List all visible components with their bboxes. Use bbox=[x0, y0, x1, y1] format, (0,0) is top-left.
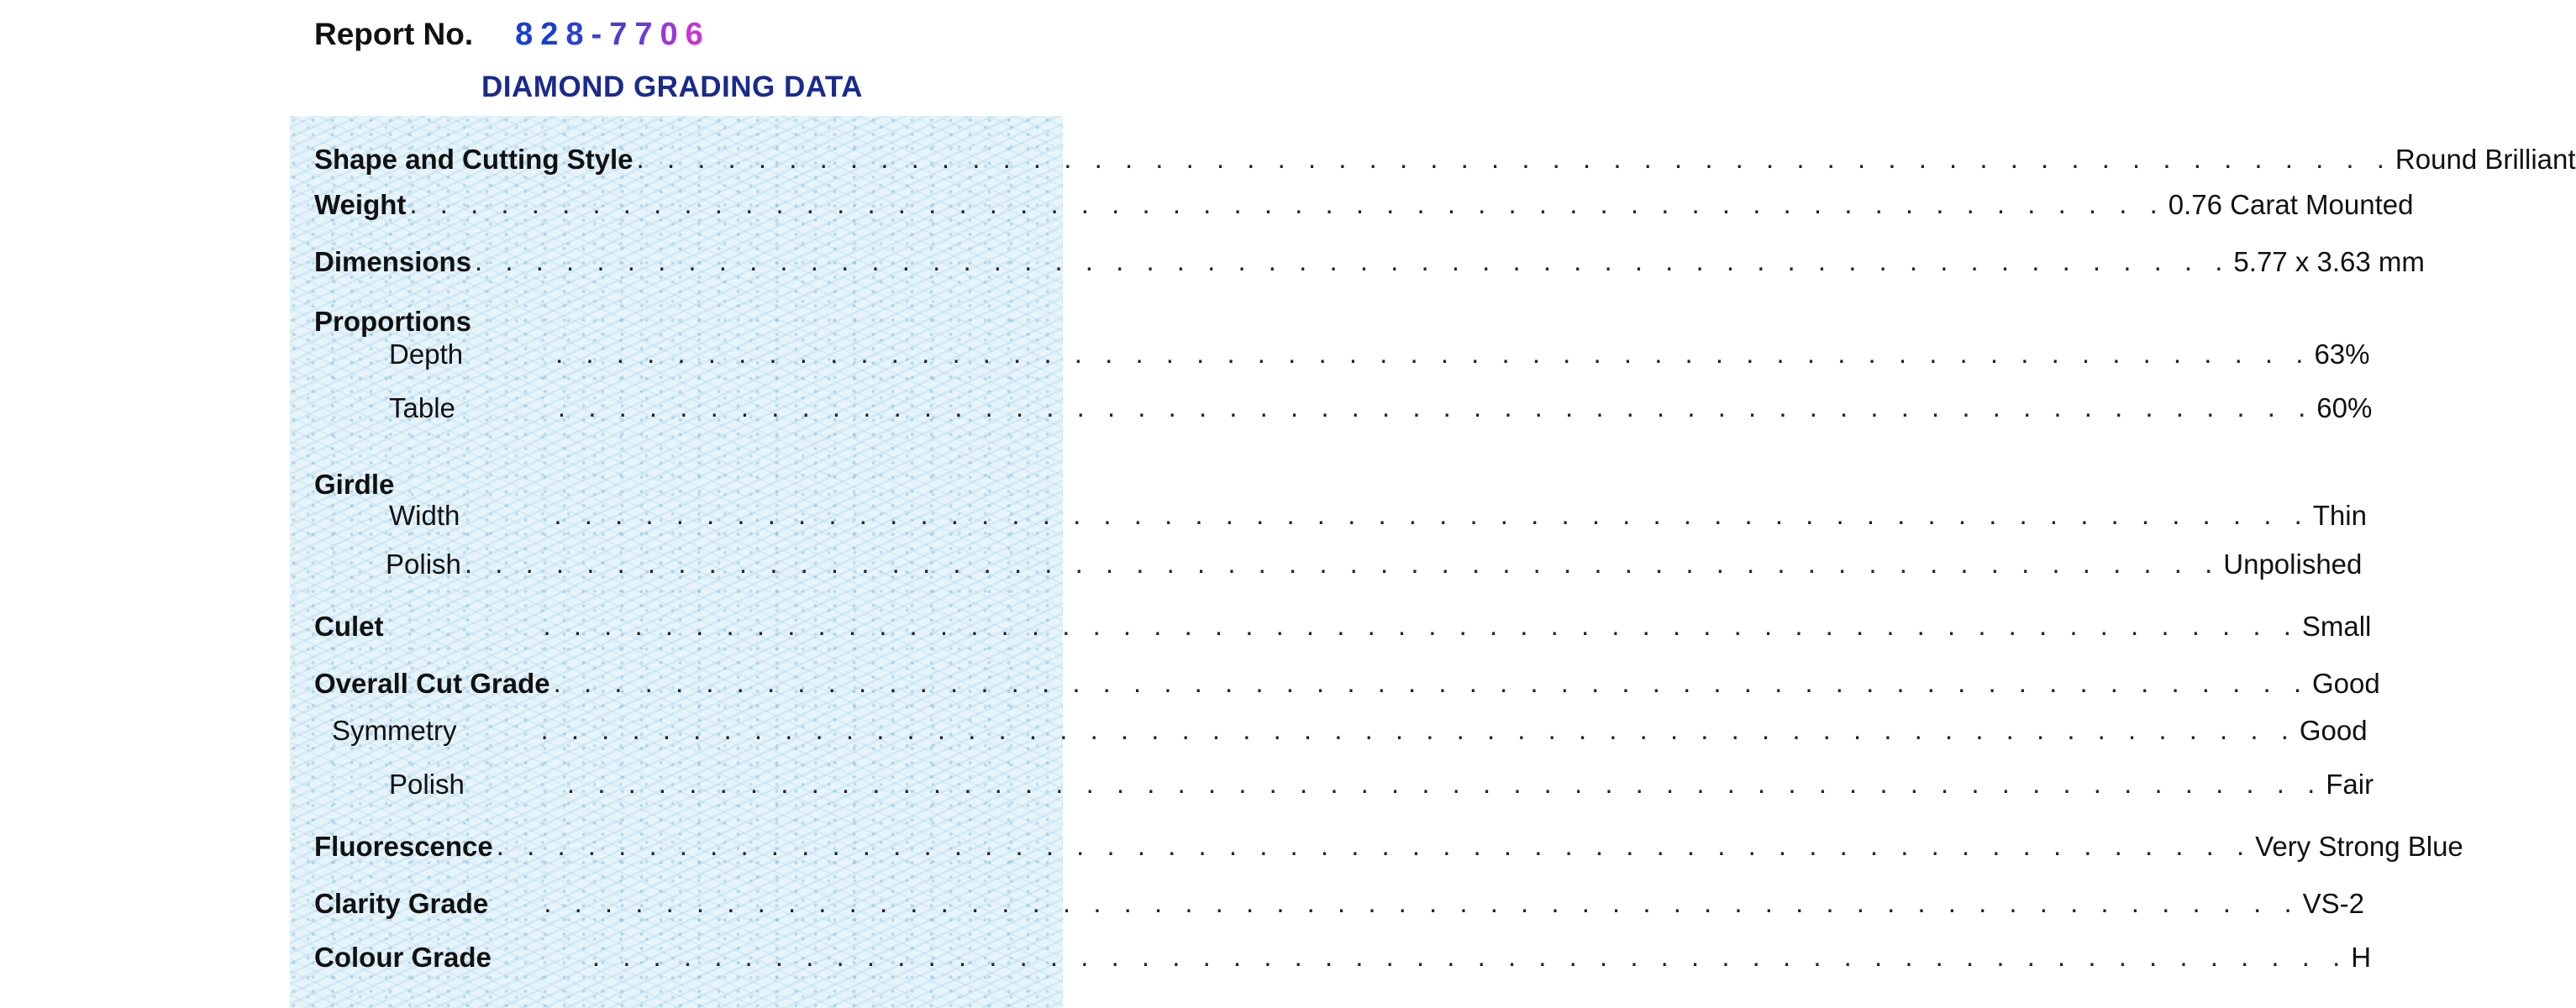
dot-leader: . . . . . . . . . . . . . . . . . . . . . . . . . . . . . . . . . . . . . . . . . . . . . . . . . . . . . . . . . . bbox=[557, 391, 2314, 423]
report-number-digit: 7 bbox=[609, 17, 635, 52]
dot-leader: . . . . . . . . . . . . . . . . . . . . . . . . . . . . . . . . . . . . . . . . . . . . . . . . . . . . . . . . . . bbox=[475, 245, 2231, 276]
dot-leader: . . . . . . . . . . . . . . . . . . . . . . . . . . . . . . . . . . . . . . . . . . . . . . . . . . . . . . . . . . bbox=[636, 143, 2392, 174]
row-label: Colour Grade bbox=[314, 942, 492, 973]
report-number-digit: 7 bbox=[634, 17, 660, 52]
dot-leader: . . . . . . . . . . . . . . . . . . . . . . . . . . . . . . . . . . . . . . . . . . . . . . . . . . . . . . . . . . bbox=[464, 548, 2221, 579]
row-value: Thin bbox=[2312, 500, 2367, 531]
row-value: 5.77 x 3.63 mm bbox=[2233, 246, 2425, 277]
row-label: Dimensions bbox=[314, 246, 472, 277]
grading-row-shape bbox=[314, 136, 2576, 175]
report-number-label: Report No. bbox=[314, 17, 474, 51]
grading-row-clarity bbox=[314, 880, 2364, 919]
girdle-heading: Girdle bbox=[314, 469, 395, 500]
row-value: Fair bbox=[2326, 769, 2374, 800]
grading-row-culet bbox=[314, 603, 2372, 642]
row-value: Good bbox=[2311, 668, 2380, 699]
dot-leader: . . . . . . . . . . . . . . . . . . . . . . . . . . . . . . . . . . . . . . . . . . . . . . . . . . . . . . . . . . bbox=[555, 338, 2311, 369]
grading-row-fluorescence bbox=[314, 823, 2463, 862]
report-number-digit: 6 bbox=[685, 17, 711, 52]
dot-leader: . . . . . . . . . . . . . . . . . . . . . . . . . . . . . . . . . . . . . . . . . . . . . . . . . . . . . . . . . . bbox=[540, 714, 2296, 745]
grading-row-dimensions bbox=[314, 239, 2425, 277]
row-value: 63% bbox=[2314, 339, 2370, 370]
grading-row-overall-cut bbox=[314, 660, 2380, 699]
dot-leader: . . . . . . . . . . . . . . . . . . . . . . . . . . . . . . . . . . . . . . . . . . . . . . . . . . . . . . . . . . bbox=[554, 499, 2310, 530]
document-title: DIAMOND GRADING DATA bbox=[481, 71, 863, 103]
report-number-digit: 0 bbox=[660, 17, 686, 52]
dot-leader: . . . . . . . . . . . . . . . . . . . . . . . . . . . . . . . . . . . . . . . . . . . . . . . . . . . . . . . . . . bbox=[591, 941, 2348, 972]
row-label: Fluorescence bbox=[314, 831, 493, 862]
grading-row-symmetry bbox=[332, 707, 2368, 746]
row-value: Good bbox=[2299, 715, 2368, 746]
row-value: 60% bbox=[2316, 392, 2373, 423]
dot-leader: . . . . . . . . . . . . . . . . . . . . . . . . . . . . . . . . . . . . . . . . . . . . . . . . . . . . . . . . . . bbox=[553, 667, 2309, 698]
proportions-heading: Proportions bbox=[314, 306, 471, 337]
row-label: Weight bbox=[314, 189, 407, 220]
row-value: H bbox=[2351, 942, 2372, 973]
row-label: Width bbox=[389, 500, 460, 531]
row-label: Polish bbox=[389, 769, 465, 800]
row-value: Very Strong Blue bbox=[2255, 831, 2463, 862]
row-label: Depth bbox=[389, 339, 464, 370]
row-label: Overall Cut Grade bbox=[314, 668, 550, 699]
dot-leader: . . . . . . . . . . . . . . . . . . . . . . . . . . . . . . . . . . . . . . . . . . . . . . . . . . . . . . . . . . bbox=[544, 887, 2300, 918]
grading-row-colour bbox=[314, 934, 2372, 973]
row-value: Unpolished bbox=[2223, 549, 2363, 580]
grading-row-weight bbox=[314, 181, 2414, 220]
row-label: Shape and Cutting Style bbox=[314, 144, 633, 175]
report-number-digit: - bbox=[591, 17, 610, 52]
grading-row-girdle-width bbox=[389, 492, 2367, 531]
dot-leader: . . . . . . . . . . . . . . . . . . . . . . . . . . . . . . . . . . . . . . . . . . . . . . . . . . . . . . . . . . bbox=[409, 188, 2165, 219]
report-header bbox=[314, 17, 711, 57]
row-label: Polish bbox=[386, 549, 461, 580]
grading-row-depth bbox=[389, 331, 2370, 370]
report-number-digit: 2 bbox=[540, 17, 566, 52]
row-label: Culet bbox=[314, 611, 384, 642]
row-value: 0.76 Carat Mounted bbox=[2168, 189, 2414, 220]
report-number-digit: 8 bbox=[515, 17, 541, 52]
row-label: Clarity Grade bbox=[314, 888, 489, 919]
row-label: Symmetry bbox=[332, 715, 457, 746]
dot-leader: . . . . . . . . . . . . . . . . . . . . . . . . . . . . . . . . . . . . . . . . . . . . . . . . . . . . . . . . . . bbox=[543, 610, 2299, 641]
dot-leader: . . . . . . . . . . . . . . . . . . . . . . . . . . . . . . . . . . . . . . . . . . . . . . . . . . . . . . . . . . bbox=[566, 768, 2323, 799]
report-number bbox=[515, 17, 711, 53]
grading-row-polish bbox=[389, 761, 2374, 800]
row-value: Round Brilliant bbox=[2395, 144, 2576, 175]
row-value: VS-2 bbox=[2302, 888, 2364, 919]
row-value: Small bbox=[2301, 611, 2372, 642]
grading-row-girdle-polish bbox=[386, 541, 2363, 580]
row-label: Table bbox=[389, 392, 455, 423]
report-number-digit: 8 bbox=[565, 17, 591, 52]
grading-row-table bbox=[389, 385, 2373, 423]
dot-leader: . . . . . . . . . . . . . . . . . . . . . . . . . . . . . . . . . . . . . . . . . . . . . . . . . . . . . . . . . . bbox=[496, 830, 2253, 861]
